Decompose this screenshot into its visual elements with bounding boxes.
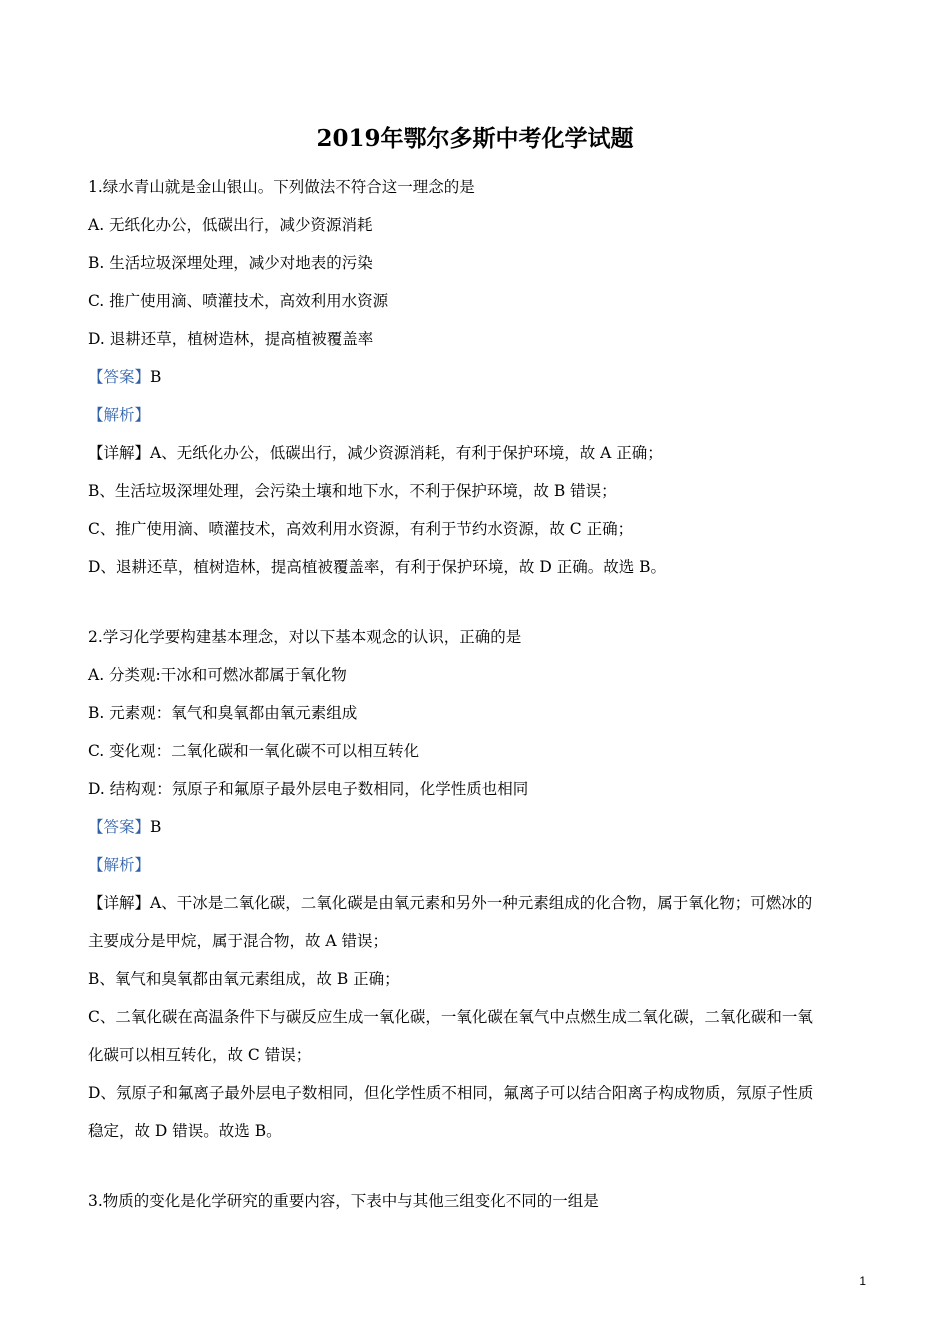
document-title: 2019年鄂尔多斯中考化学试题 <box>316 125 634 152</box>
q1-option-b: B. 生活垃圾深埋处理，减少对地表的污染 <box>88 254 373 272</box>
q1-detail-label: 【详解】 <box>88 444 151 462</box>
page-number: 1 <box>859 1274 866 1288</box>
q2-analysis-label: 【解析】 <box>88 856 151 874</box>
q1-detail-b: B、生活垃圾深埋处理，会污染土壤和地下水，不利于保护环境，故 B 错误； <box>88 482 617 500</box>
q2-detail-a-line2: 主要成分是甲烷，属于混合物，故 A 错误； <box>88 932 389 950</box>
q2-detail-d-line2: 稳定，故 D 错误。故选 B。 <box>88 1122 282 1140</box>
q1-option-d: D. 退耕还草，植树造林，提高植被覆盖率 <box>88 330 374 348</box>
q2-stem: 2.学习化学要构建基本理念，对以下基本观念的认识，正确的是 <box>88 628 522 646</box>
q1-answer <box>88 358 868 396</box>
q2-detail-b: B、氧气和臭氧都由氧元素组成，故 B 正确； <box>88 970 400 988</box>
q1-option-a: A. 无纸化办公，低碳出行，减少资源消耗 <box>88 216 373 234</box>
q2-option-c: C. 变化观：二氧化碳和一氧化碳不可以相互转化 <box>88 742 420 760</box>
q1-detail-a-text: A、无纸化办公，低碳出行，减少资源消耗，有利于保护环境，故 A 正确； <box>150 444 663 462</box>
q2-detail-c-line1: C、二氧化碳在高温条件下与碳反应生成一氧化碳，一氧化碳在氧气中点燃生成二氧化碳，二氧化碳和一氧 <box>88 1008 813 1026</box>
q2-answer-value: B <box>150 818 162 836</box>
q1-analysis-label: 【解析】 <box>88 406 151 424</box>
q2-detail-c-line2: 化碳可以相互转化，故 C 错误； <box>88 1046 312 1064</box>
question-gap <box>88 1150 868 1182</box>
q1-stem: 1.绿水青山就是金山银山。下列做法不符合这一理念的是 <box>88 178 475 196</box>
q1-answer-label: 【答案】 <box>88 368 151 386</box>
q2-answer-label: 【答案】 <box>88 818 151 836</box>
q2-detail-a-line1 <box>88 884 868 922</box>
q2-answer <box>88 808 868 846</box>
q1-option-c: C. 推广使用滴、喷灌技术，高效利用水资源 <box>88 292 389 310</box>
q2-option-b: B. 元素观：氧气和臭氧都由氧元素组成 <box>88 704 358 722</box>
question-gap <box>88 586 868 618</box>
q2-detail-d-line1: D、氖原子和氟离子最外层电子数相同，但化学性质不相同，氟离子可以结合阳离子构成物质，氖原子性质 <box>88 1084 814 1102</box>
q2-option-a: A. 分类观:干冰和可燃冰都属于氧化物 <box>88 666 347 684</box>
q2-detail-label: 【详解】 <box>88 894 151 912</box>
q2-option-d: D. 结构观：氖原子和氟原子最外层电子数相同，化学性质也相同 <box>88 780 529 798</box>
q2-detail-a-text-1: A、干冰是二氧化碳，二氧化碳是由氧元素和另外一种元素组成的化合物，属于氧化物；可燃冰的 <box>150 894 813 912</box>
q1-answer-value: B <box>150 368 162 386</box>
q1-detail-a <box>88 434 868 472</box>
q3-stem: 3.物质的变化是化学研究的重要内容，下表中与其他三组变化不同的一组是 <box>88 1192 599 1210</box>
q1-detail-c: C、推广使用滴、喷灌技术，高效利用水资源，有利于节约水资源，故 C 正确； <box>88 520 634 538</box>
q1-detail-d: D、退耕还草，植树造林，提高植被覆盖率，有利于保护环境，故 D 正确。故选 B。 <box>88 558 667 576</box>
document-body <box>88 168 868 1220</box>
